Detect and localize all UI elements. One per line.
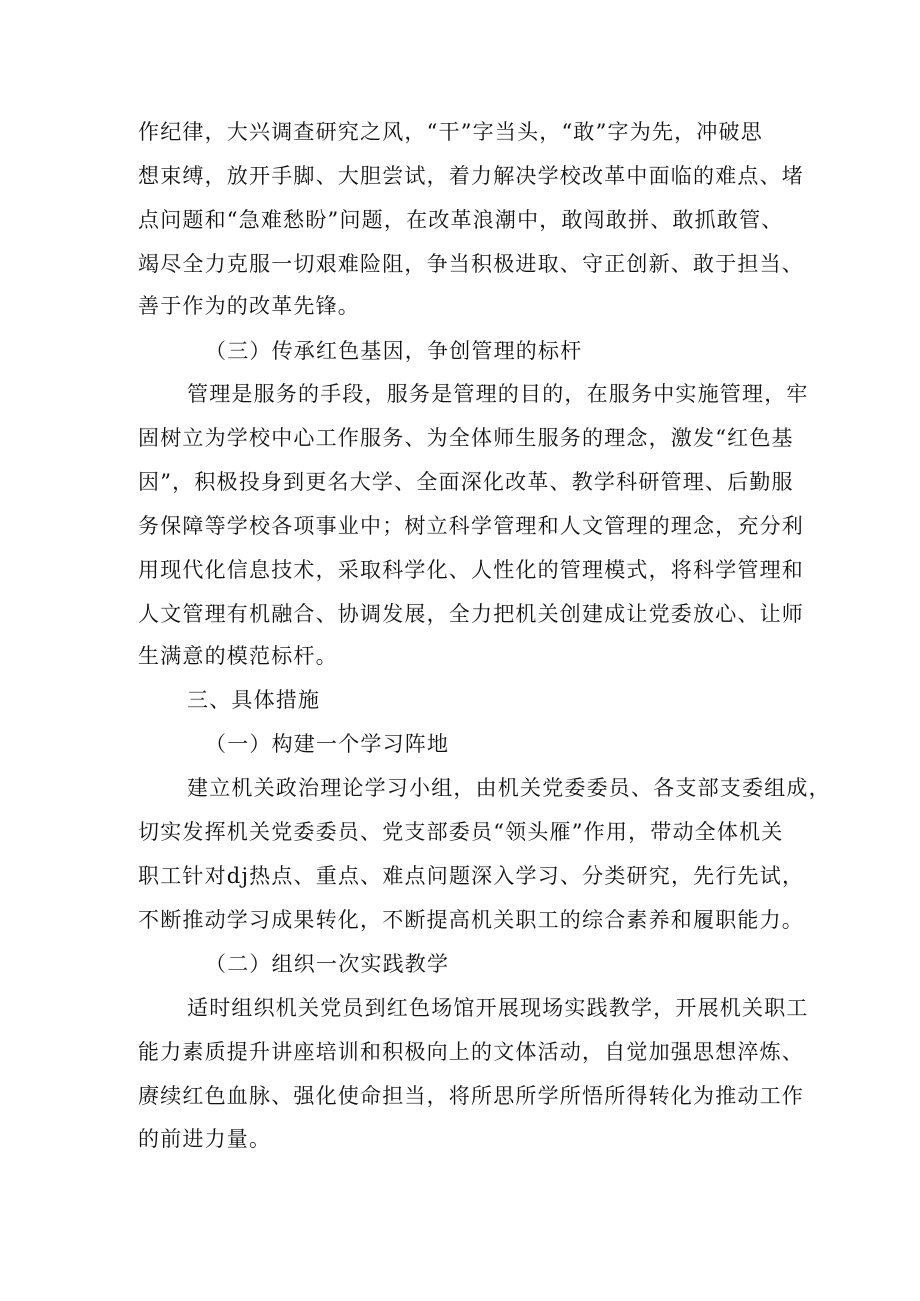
paragraph-line: 务保障等学校各项事业中；树立科学管理和人文管理的理念，充分利 — [138, 514, 804, 538]
paragraph-line: 用现代化信息技术，采取科学化、人性化的管理模式，将科学管理和 — [138, 558, 804, 582]
paragraph-line: 点问题和“急难愁盼”问题，在改革浪潮中，敢闯敢拼、敢抓敢管、 — [138, 208, 784, 232]
paragraph-line: 适时组织机关党员到红色场馆开展现场实践教学，开展机关职工 — [187, 996, 809, 1020]
paragraph-line: 人文管理有机融合、协调发展，全力把机关创建成让党委放心、让师 — [138, 602, 804, 626]
paragraph-line: 固树立为学校中心工作服务、为全体师生服务的理念，激发“红色基 — [138, 426, 794, 450]
paragraph-line: 不断推动学习成果转化，不断提高机关职工的综合素养和履职能力。 — [138, 908, 804, 932]
paragraph-line: 善于作为的改革先锋。 — [138, 294, 360, 318]
subheading-3: （三）传承红色基因，争创管理的标杆 — [205, 339, 583, 363]
paragraph-line: 职工针对dj热点、重点、难点问题深入学习、分类研究，先行先试， — [138, 864, 805, 888]
paragraph-line: 想束缚，放开手脚、大胆尝试，着力解决学校改革中面临的难点、堵 — [138, 164, 804, 188]
paragraph-line: 管理是服务的手段，服务是管理的目的，在服务中实施管理，牢 — [187, 382, 809, 406]
paragraph-line: 因”，积极投身到更名大学、全面深化改革、教学科研管理、后勤服 — [138, 470, 794, 494]
section-heading: 三、具体措施 — [187, 688, 321, 712]
paragraph-line: 的前进力量。 — [138, 1127, 272, 1151]
paragraph-line: 竭尽全力克服一切艰难险阻，争当积极进取、守正创新、敢于担当、 — [138, 252, 804, 276]
paragraph-line: 切实发挥机关党委委员、党支部委员“领头雁”作用，带动全体机关 — [138, 820, 784, 844]
paragraph-line: 作纪律，大兴调查研究之风，“干”字当头，“敢”字为先，冲破思 — [138, 120, 763, 144]
subheading-1: （一）构建一个学习阵地 — [205, 732, 450, 756]
paragraph-line: 建立机关政治理论学习小组，由机关党委委员、各支部支委组成， — [187, 776, 831, 800]
paragraph-line: 生满意的模范标杆。 — [138, 644, 338, 668]
paragraph-line: 能力素质提升讲座培训和积极向上的文体活动，自觉加强思想淬炼、 — [138, 1040, 804, 1064]
subheading-2: （二）组织一次实践教学 — [205, 952, 450, 976]
paragraph-line: 赓续红色血脉、强化使命担当，将所思所学所悟所得转化为推动工作 — [138, 1084, 804, 1108]
